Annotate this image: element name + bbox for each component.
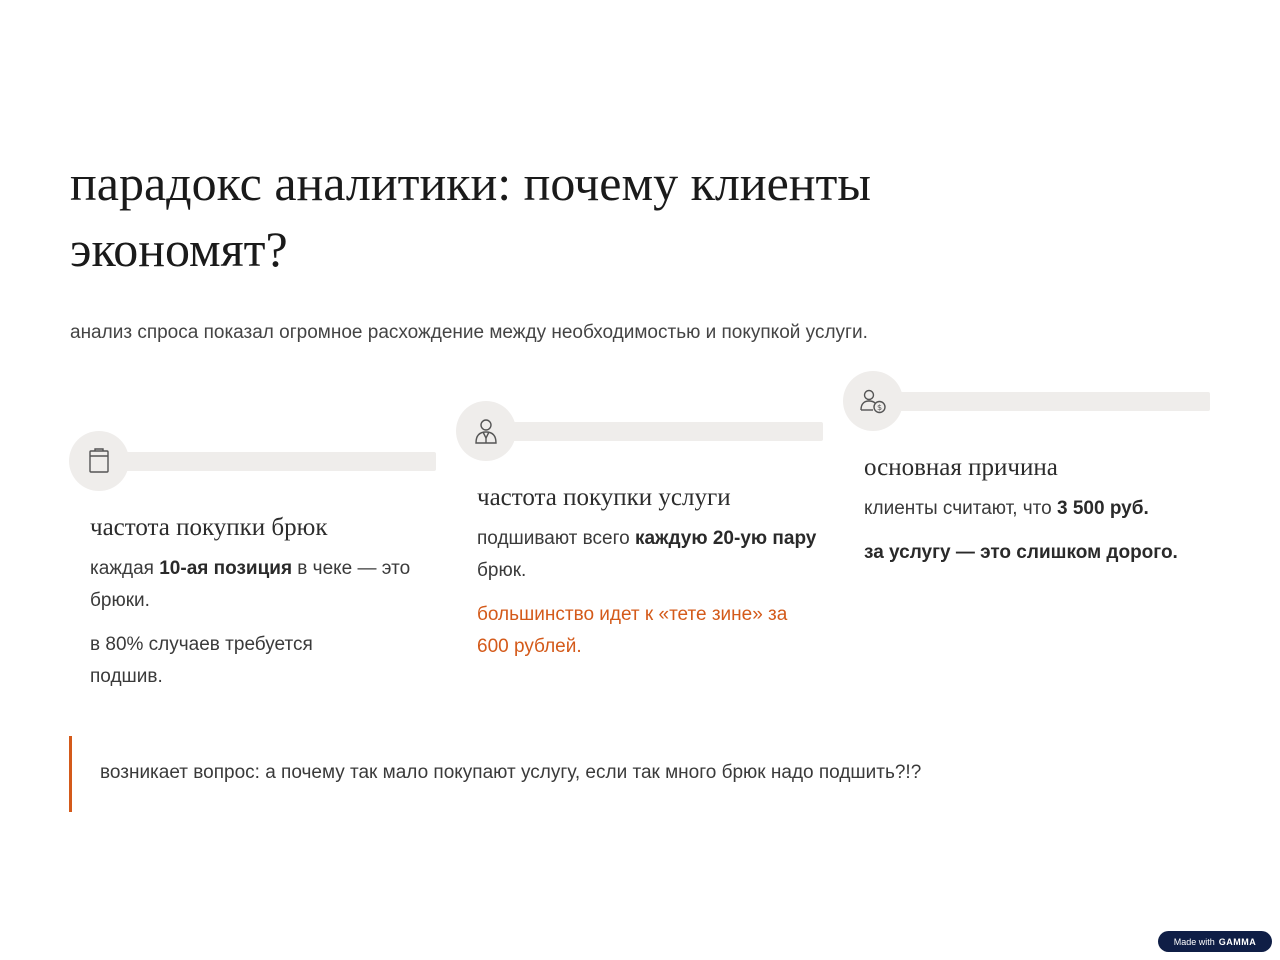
step-2-text-1: подшивают всего каждую 20-ую пару брюк. — [477, 528, 817, 581]
step-1-track — [99, 452, 436, 471]
step-3-track — [873, 392, 1210, 411]
made-with-badge[interactable] — [1158, 931, 1272, 952]
step-1-text-2: в 80% случаев требуется подшив. — [90, 634, 313, 687]
step-2-icon-circle — [456, 401, 516, 461]
step-1-heading: частота покупки брюк — [90, 514, 328, 541]
svg-text:$: $ — [876, 403, 883, 412]
badge-brand: GAMMA — [1218, 936, 1257, 947]
step-2-track — [486, 422, 823, 441]
step-3-text-1: клиенты считают, что 3 500 руб. — [864, 498, 1149, 519]
tailor-icon — [471, 416, 501, 446]
page-title: парадокс аналитики: почему клиенты экономят? — [70, 155, 872, 277]
step-2-text-2: большинство идет к «тете зине» за 600 рублей. — [477, 604, 788, 657]
step-3-icon-circle — [843, 371, 903, 431]
page-subtitle: анализ спроса показал огромное расхождение между необходимостью и покупкой услуги. — [70, 322, 868, 343]
step-3-text-2: за услугу — это слишком дорого. — [864, 542, 1178, 563]
callout-quote — [69, 736, 1069, 812]
step-1-text-1: каждая 10-ая позиция в чеке — это брюки. — [90, 558, 411, 611]
step-1-icon-circle — [69, 431, 129, 491]
step-2-heading: частота покупки услуги — [477, 484, 731, 511]
step-3-heading: основная причина — [864, 454, 1058, 481]
bag-icon — [84, 446, 114, 476]
callout-quote-text: возникает вопрос: а почему так мало покупают услугу, если так много брюк надо подшить?!? — [100, 762, 922, 783]
person-money-icon — [858, 386, 888, 416]
badge-prefix: Made with — [1173, 936, 1215, 947]
